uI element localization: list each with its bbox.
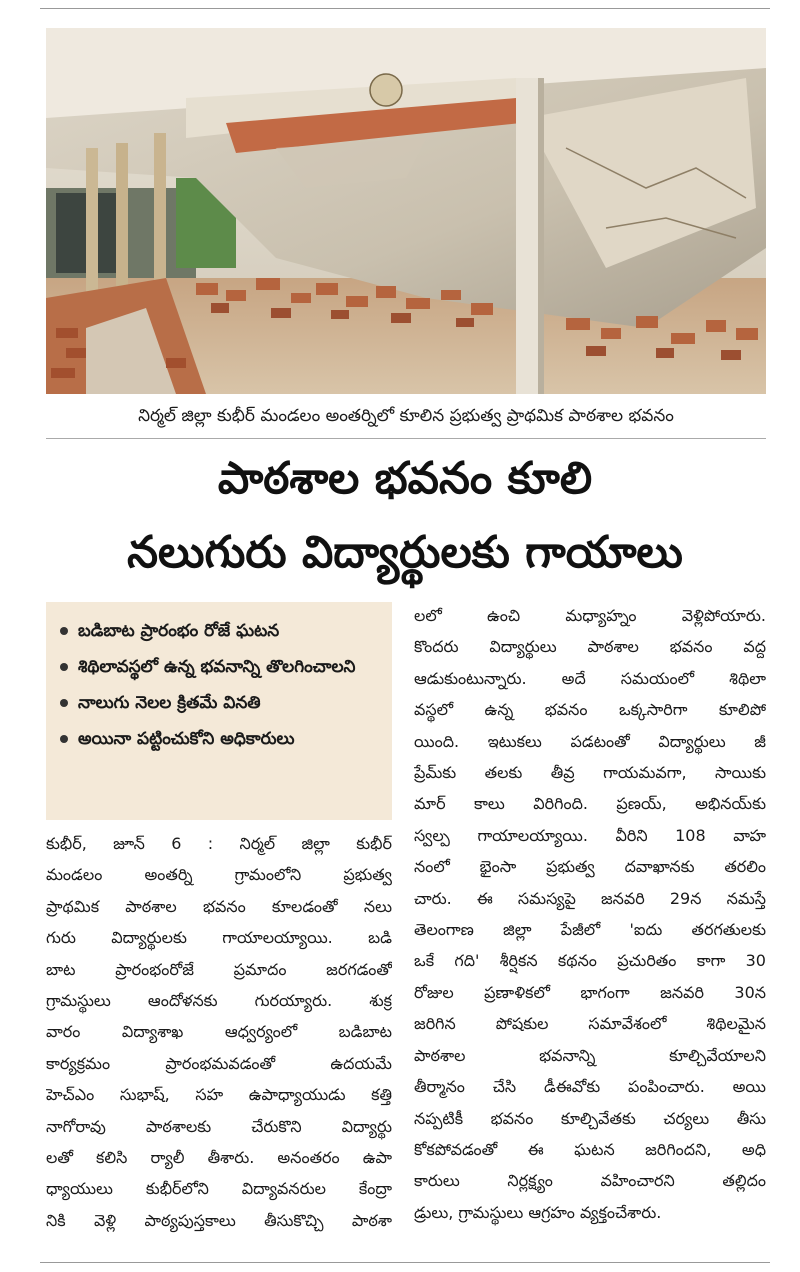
- article-line: మండలం అంతర్ని గ్రామంలోని ప్రభుత్వ: [46, 865, 392, 885]
- article-line: కుభీర్, జూన్ 6 : నిర్మల్ జిల్లా కుభీర్: [46, 834, 392, 853]
- article-line: ప్రేమ్‌కు తలకు తీవ్ర గాయమవగా, సాయికు: [414, 763, 766, 783]
- article-line: నాగోరావు పాఠశాలకు చేరుకొని విద్యార్థు: [46, 1116, 392, 1136]
- article-line: యింది. ఇటుకలు పడటంతో విద్యార్థులు జీ: [414, 731, 766, 751]
- article-line: కార్యక్రమం ప్రారంభమవడంతో ఉదయమే: [46, 1053, 392, 1073]
- article-line: లతో కలిసి ర్యాలీ తీశారు. అనంతరం ఉపా: [46, 1148, 392, 1168]
- article-line: ఆడుకుంటున్నారు. అదే సమయంలో శిథిలా: [414, 668, 766, 688]
- article-line: లలో ఉంచి మధ్యాహ్నం వెళ్లిపోయారు.: [414, 606, 766, 625]
- top-rule: [40, 8, 770, 9]
- article-line: నికి వెళ్లి పాఠ్యపుస్తకాలు తీసుకొచ్చి పాఠశా: [46, 1210, 392, 1230]
- article-line: నప్పటికీ భవనం కూల్చివేతకు చర్యలు తీసు: [414, 1108, 766, 1128]
- photo-caption: నిర్మల్ జిల్లా కుభీర్ మండలం అంతర్నిలో కూలిన ప్రభుత్వ ప్రాథమిక పాఠశాల భవనం: [138, 406, 674, 426]
- headline-line-1: పాఠశాల భవనం కూలి: [217, 453, 593, 504]
- article-line: స్వల్ప గాయాలయ్యాయి. వీరిని 108 వాహ: [414, 825, 766, 845]
- article-line: ఒకే గది' శీర్షికన కథనం ప్రచురితం కాగా 30: [414, 951, 766, 971]
- article-line: కారులు నిర్లక్ష్యం వహించారని తల్లిదం: [414, 1171, 766, 1191]
- article-line: పాఠశాల భవనాన్ని కూల్చివేయాలని: [414, 1045, 766, 1065]
- article-line: కొందరు విద్యార్థులు పాఠశాల భవనం వద్ద: [414, 637, 766, 657]
- caption-divider: [46, 438, 766, 439]
- article-line: తెలంగాణ జిల్లా పేజీలో 'ఐదు తరగతులకు: [414, 920, 766, 940]
- article-line: హెచ్ఎం సుభాష్, సహ ఉపాధ్యాయుడు కత్తి: [46, 1085, 392, 1105]
- article-line: ధ్యాయులు కుభీర్‌లోని విద్యావనరుల కేంద్రా: [46, 1179, 392, 1199]
- highlights-box: [46, 602, 392, 820]
- article-line: గురు విద్యార్థులకు గాయాలయ్యాయి. బడి: [46, 928, 392, 948]
- article-line: వస్థలో ఉన్న భవనం ఒక్కసారిగా కూలిపో: [414, 700, 766, 720]
- highlight-item: అయినా పట్టించుకోని అధికారులు: [60, 724, 382, 754]
- article-line: ప్రాథమిక పాఠశాల భవనం కూలడంతో నలు: [46, 896, 392, 916]
- article-line: తీర్మానం చేసి డీఈవోకు పంపించారు. అయి: [414, 1077, 766, 1097]
- highlight-item: బడిబాట ప్రారంభం రోజే ఘటన: [60, 616, 382, 646]
- collapsed-school-building-photo: [46, 28, 766, 394]
- article-line: బాట ప్రారంభంరోజే ప్రమాదం జరగడంతో: [46, 959, 392, 979]
- article-line: కోకపోవడంతో ఈ ఘటన జరిగిందని, అధి: [414, 1139, 766, 1159]
- headline-line-2: నలుగురు విద్యార్థులకు గాయాలు: [127, 527, 683, 578]
- article-line: వారం విద్యాశాఖ ఆధ్వర్యంలో బడిబాట: [46, 1022, 392, 1042]
- article-line: గ్రామస్థులు ఆందోళనకు గురయ్యారు. శుక్ర: [46, 991, 392, 1011]
- article-line: జరిగిన పోషకుల సమావేశంలో శిథిలమైన: [414, 1014, 766, 1034]
- bottom-rule: [40, 1262, 770, 1263]
- highlight-item: శిథిలావస్థలో ఉన్న భవనాన్ని తొలగించాలని: [60, 652, 382, 682]
- article-line: చారు. ఈ సమస్యపై జనవరి 29న నమస్తే: [414, 888, 766, 908]
- article-line: రోజుల ప్రణాళికలో భాగంగా జనవరి 30న: [414, 982, 766, 1002]
- highlight-item: నాలుగు నెలల క్రితమే వినతి: [60, 688, 382, 718]
- article-column-left: [46, 828, 392, 1236]
- article-line: నంలో భైంసా ప్రభుత్వ దవాఖానకు తరలిం: [414, 857, 766, 877]
- article-line: డ్రులు, గ్రామస్థులు ఆగ్రహం వ్యక్తంచేశారు.: [414, 1202, 662, 1222]
- article-line: మార్ కాలు విరిగింది. ప్రణయ్, అభినయ్‌కు: [414, 794, 766, 814]
- article-column-right: [414, 600, 766, 1228]
